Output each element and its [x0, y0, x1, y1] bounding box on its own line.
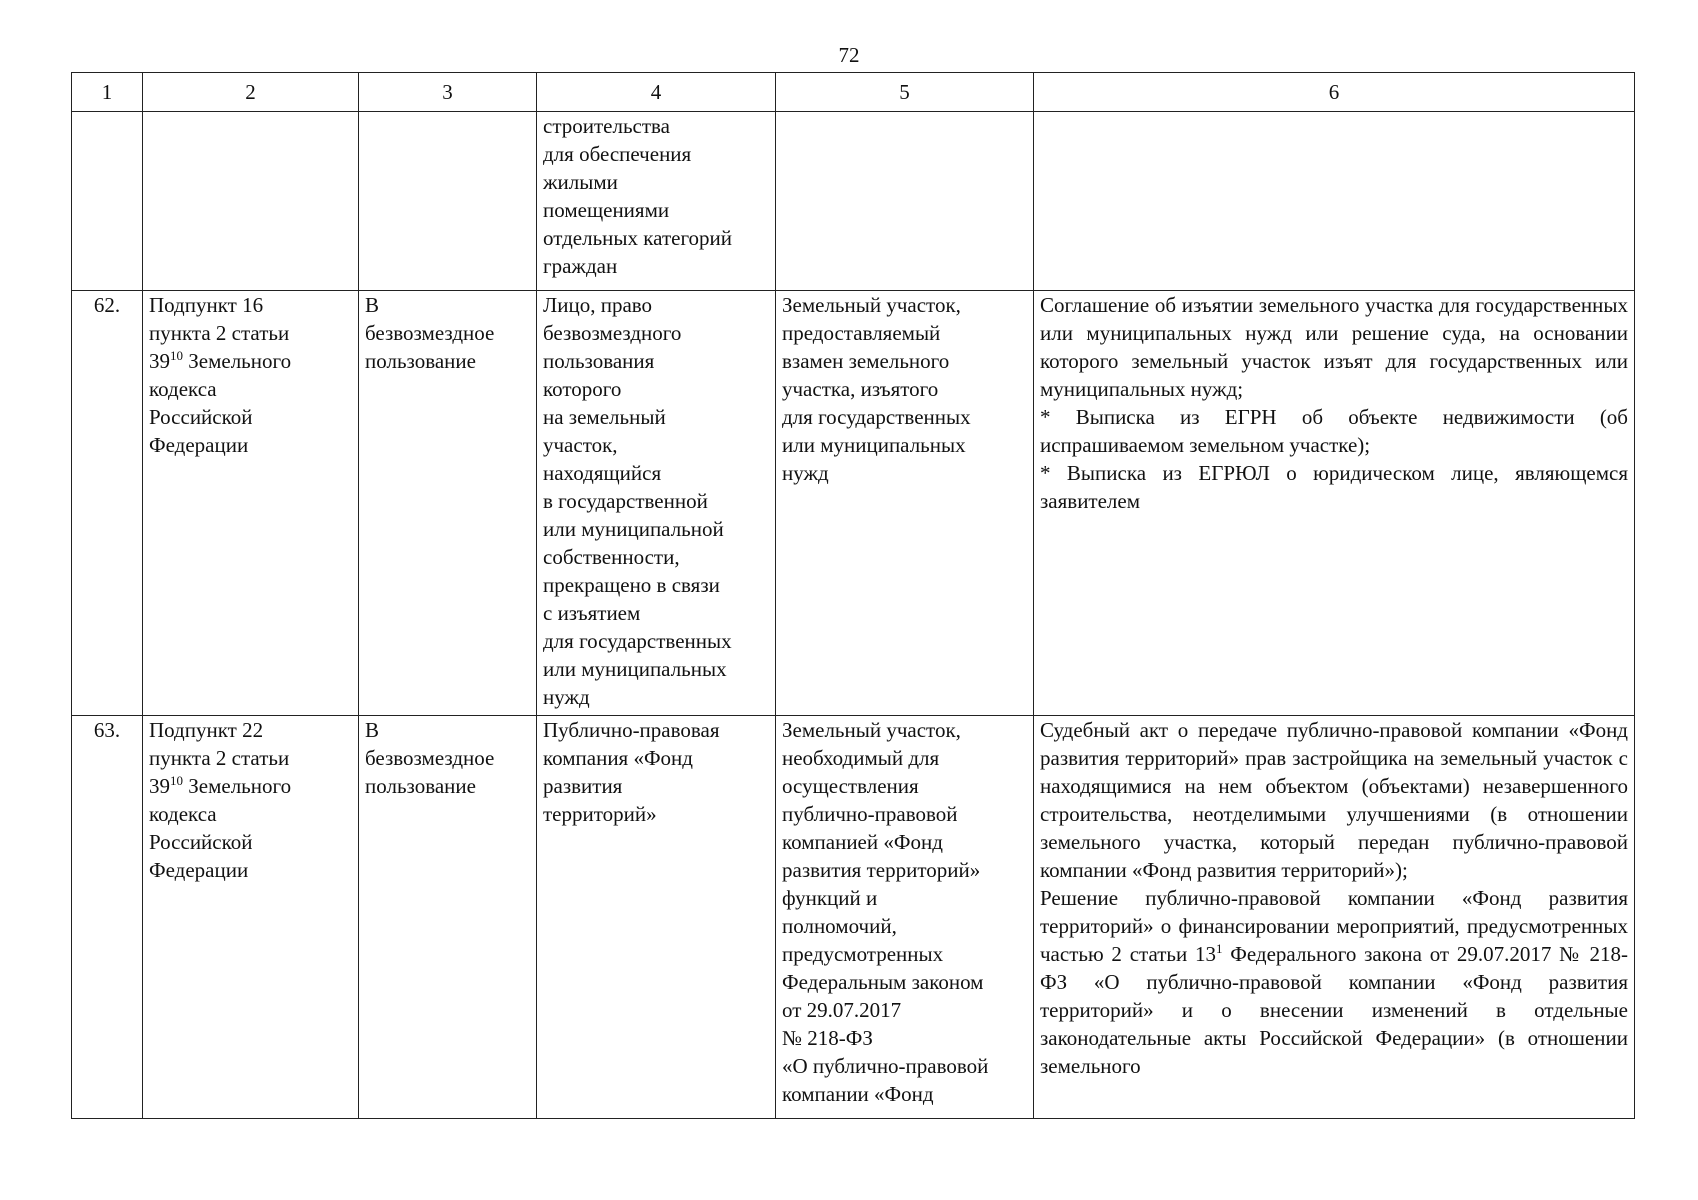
- cell-number: [72, 112, 143, 291]
- text-line: пользование: [365, 349, 476, 373]
- text-line: на земельный: [543, 405, 666, 429]
- text-line: Подпункт 22: [149, 718, 264, 742]
- text-line: Подпункт 16: [149, 293, 264, 317]
- cell-legal-basis: [143, 716, 359, 1119]
- cell-right-type: [359, 112, 537, 291]
- document-paragraph: * Выписка из ЕГРЮЛ о юридическом лице, являющемся заявителем: [1040, 461, 1628, 513]
- cell-legal-basis: [143, 112, 359, 291]
- text-line: для обеспечения: [543, 142, 692, 166]
- text-line: В: [365, 293, 380, 317]
- cell-legal-basis: [143, 291, 359, 716]
- cell-right-type: [359, 291, 537, 716]
- text-line: пользование: [365, 774, 476, 798]
- text-line: необходимый для: [782, 746, 940, 770]
- cell-right-type: [359, 716, 537, 1119]
- text-line: для государственных: [782, 405, 971, 429]
- header-cell: 6: [1034, 73, 1635, 112]
- text-line: Федерации: [149, 433, 249, 457]
- text-line: отдельных категорий: [543, 226, 733, 250]
- text-line: нужд: [782, 461, 829, 485]
- text-line: Федерации: [149, 858, 249, 882]
- text-line: Российской: [149, 830, 253, 854]
- text-line: граждан: [543, 254, 618, 278]
- text-line: [149, 772, 352, 800]
- cell-number: 63.: [72, 716, 143, 1119]
- cell-number: 62.: [72, 291, 143, 716]
- text-line: осуществления: [782, 774, 919, 798]
- text-line: Федеральным законом: [782, 970, 984, 994]
- text-fragment: Земельного: [183, 774, 292, 798]
- text-line: Земельный участок,: [782, 718, 961, 742]
- text-line: предоставляемый: [782, 321, 941, 345]
- documents-clip: [1040, 716, 1628, 1116]
- article-number: 39: [149, 774, 170, 798]
- text-line: собственности,: [543, 545, 680, 569]
- document-paragraph: Соглашение об изъятии земельного участка для государственных или муниципальных нужд или решение суда, на основании которого земельный участок изъят для государственных или муниципальных нужд;: [1040, 293, 1628, 401]
- text-line: публично-правовой: [782, 802, 958, 826]
- text-line: кодекса: [149, 377, 217, 401]
- text-line: полномочий,: [782, 914, 897, 938]
- cell-applicant: [537, 112, 776, 291]
- article-superscript: 10: [170, 773, 183, 788]
- text-line: или муниципальных: [543, 657, 727, 681]
- header-cell: 2: [143, 73, 359, 112]
- text-line: территорий»: [543, 802, 657, 826]
- text-line: от 29.07.2017: [782, 998, 902, 1022]
- text-line: Публично-правовая: [543, 718, 720, 742]
- text-line: строительства: [543, 114, 671, 138]
- header-cell: 3: [359, 73, 537, 112]
- cell-land-plot: [776, 112, 1034, 291]
- text-line: нужд: [543, 685, 590, 709]
- text-line: кодекса: [149, 802, 217, 826]
- text-line: безвозмездное: [365, 321, 495, 345]
- text-line: участка, изъятого: [782, 377, 939, 401]
- text-line: «О публично-правовой: [782, 1054, 989, 1078]
- text-line: пользования: [543, 349, 655, 373]
- header-cell: 4: [537, 73, 776, 112]
- text-line: развития территорий»: [782, 858, 981, 882]
- text-line: компанией «Фонд: [782, 830, 943, 854]
- text-line: компании «Фонд: [782, 1082, 934, 1106]
- text-line: которого: [543, 377, 622, 401]
- header-cell: 5: [776, 73, 1034, 112]
- document-paragraph: Судебный акт о передаче публично-правовой компании «Фонд развития территорий» прав застройщика на земельный участок с находящимися на нем объектом (объектами) незавершенного строительства, неотделимыми улучшениями (в отношении земельного участка, который передан публично-правовой компании «Фонд развития территорий»);: [1040, 718, 1628, 882]
- cell-land-plot: [776, 716, 1034, 1119]
- text-line: № 218-ФЗ: [782, 1026, 873, 1050]
- document-table: [71, 72, 1635, 1119]
- text-line: функций и: [782, 886, 878, 910]
- text-line: компания «Фонд: [543, 746, 693, 770]
- cell-applicant: [537, 716, 776, 1119]
- text-fragment: Земельного: [183, 349, 292, 373]
- cell-land-plot: [776, 291, 1034, 716]
- text-line: в государственной: [543, 489, 708, 513]
- cell-documents: [1034, 112, 1635, 291]
- text-line: пункта 2 статьи: [149, 746, 290, 770]
- text-line: с изъятием: [543, 601, 641, 625]
- article-number: 39: [149, 349, 170, 373]
- article-superscript: 1: [1216, 941, 1223, 956]
- text-line: взамен земельного: [782, 349, 950, 373]
- text-line: пункта 2 статьи: [149, 321, 290, 345]
- text-line: прекращено в связи: [543, 573, 720, 597]
- text-line: Земельный участок,: [782, 293, 961, 317]
- text-line: безвозмездного: [543, 321, 682, 345]
- text-line: развития: [543, 774, 623, 798]
- table-header-row: [72, 73, 1635, 112]
- text-line: Российской: [149, 405, 253, 429]
- cell-applicant: [537, 291, 776, 716]
- text-fragment: Решение публично-правовой компании «Фонд развития территорий» о финансировании мероприятий, предусмотренных частью 2 статьи 13: [1040, 886, 1628, 966]
- table-row-63: [72, 716, 1635, 1119]
- cell-documents: [1034, 716, 1635, 1119]
- text-line: находящийся: [543, 461, 662, 485]
- text-line: для государственных: [543, 629, 732, 653]
- article-superscript: 10: [170, 348, 183, 363]
- document-paragraph: * Выписка из ЕГРН об объекте недвижимости (об испрашиваемом земельном участке);: [1040, 405, 1628, 457]
- text-line: предусмотренных: [782, 942, 944, 966]
- cell-documents: [1034, 291, 1635, 716]
- text-line: жилыми: [543, 170, 618, 194]
- text-line: безвозмездное: [365, 746, 495, 770]
- table-row-continuation: [72, 112, 1635, 291]
- header-cell: 1: [72, 73, 143, 112]
- text-fragment: Федерального закона от 29.07.2017 № 218-ФЗ «О публично-правовой компании «Фонд развития территорий» и о внесении изменений в отдельные законодательные акты Российской Федерации» (в отношении земельного: [1040, 942, 1628, 1078]
- text-line: участок,: [543, 433, 618, 457]
- text-line: помещениями: [543, 198, 670, 222]
- text-line: или муниципальных: [782, 433, 966, 457]
- text-line: В: [365, 718, 380, 742]
- page-number: 72: [838, 43, 860, 67]
- text-line: [149, 347, 352, 375]
- text-line: или муниципальной: [543, 517, 724, 541]
- document-paragraph: [1040, 884, 1628, 1080]
- text-line: Лицо, право: [543, 293, 653, 317]
- table-row-62: [72, 291, 1635, 716]
